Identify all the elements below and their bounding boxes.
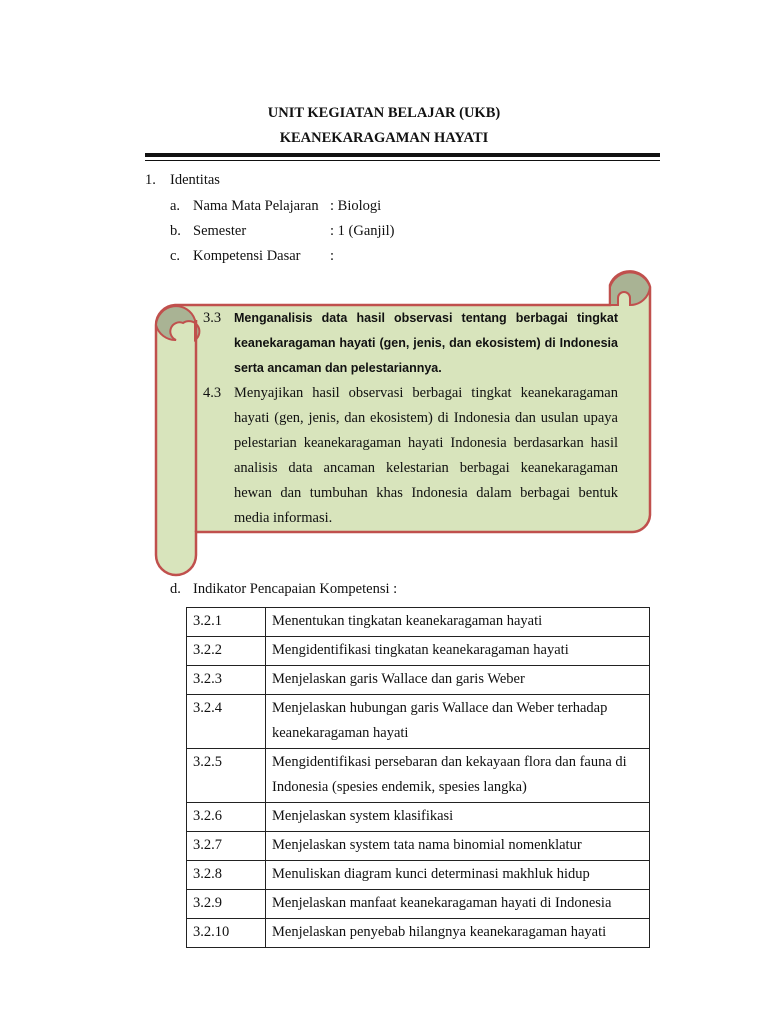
item-value: : 1 (Ganjil) bbox=[330, 223, 395, 239]
indicator-code: 3.2.5 bbox=[187, 749, 266, 803]
indikator-table bbox=[186, 607, 650, 948]
indicator-text: Mengidentifikasi tingkatan keanekaragaman hayati bbox=[266, 637, 650, 666]
indicator-code: 3.2.7 bbox=[187, 832, 266, 861]
item-letter: a. bbox=[170, 198, 181, 214]
indicator-code: 3.2.1 bbox=[187, 608, 266, 637]
section-label: Identitas bbox=[170, 172, 220, 188]
table-row bbox=[187, 608, 650, 637]
kd-number: 4.3 bbox=[203, 385, 222, 401]
item-value: : bbox=[330, 248, 335, 264]
indicator-text: Menjelaskan manfaat keanekaragaman hayati di Indonesia bbox=[266, 890, 650, 919]
indicator-code: 3.2.4 bbox=[187, 695, 266, 749]
item-label: Semester bbox=[193, 223, 247, 239]
table-row bbox=[187, 637, 650, 666]
item-label: Nama Mata Pelajaran bbox=[193, 198, 319, 214]
indicator-text: Menjelaskan garis Wallace dan garis Weber bbox=[266, 666, 650, 695]
indicator-text: Menjelaskan penyebab hilangnya keanekaragaman hayati bbox=[266, 919, 650, 948]
indicator-code: 3.2.3 bbox=[187, 666, 266, 695]
table-row bbox=[187, 803, 650, 832]
table-row bbox=[187, 749, 650, 803]
kompetensi-dasar-list bbox=[203, 306, 618, 531]
table-row bbox=[187, 861, 650, 890]
indicator-code: 3.2.2 bbox=[187, 637, 266, 666]
indicator-text: Mengidentifikasi persebaran dan kekayaan flora dan fauna di Indonesia (spesies endemik, spesies langka) bbox=[266, 749, 650, 803]
indicator-text: Menjelaskan system klasifikasi bbox=[266, 803, 650, 832]
kd-number: 3.3 bbox=[203, 310, 222, 326]
item-letter: d. bbox=[170, 581, 181, 597]
table-row bbox=[187, 832, 650, 861]
item-value: : Biologi bbox=[330, 198, 382, 214]
kd-item-4-3 bbox=[203, 381, 618, 531]
kd-item-3-3 bbox=[203, 306, 618, 381]
kd-text: Menyajikan hasil observasi berbagai tingkat keanekaragaman hayati (gen, jenis, dan ekosistem) di Indonesia dan usulan upaya pelestarian keanekaragaman hayati Indonesia berdasarkan hasil analisis data ancaman kelestarian berbagai keanekaragaman hewan dan tumbuhan khas Indonesia dalam berbagai bentuk media informasi. bbox=[234, 385, 618, 526]
indicator-code: 3.2.10 bbox=[187, 919, 266, 948]
document-subtitle: KEANEKARAGAMAN HAYATI bbox=[279, 130, 489, 146]
indicator-code: 3.2.8 bbox=[187, 861, 266, 890]
table-row bbox=[187, 695, 650, 749]
indicator-text: Menjelaskan hubungan garis Wallace dan Weber terhadap keanekaragaman hayati bbox=[266, 695, 650, 749]
item-letter: b. bbox=[170, 223, 181, 239]
indicator-text: Menentukan tingkatan keanekaragaman hayati bbox=[266, 608, 650, 637]
table-row bbox=[187, 890, 650, 919]
indicator-code: 3.2.6 bbox=[187, 803, 266, 832]
indikator-label: Indikator Pencapaian Kompetensi : bbox=[193, 581, 398, 597]
indicator-text: Menjelaskan system tata nama binomial nomenklatur bbox=[266, 832, 650, 861]
section-number: 1. bbox=[145, 172, 156, 188]
table-row bbox=[187, 919, 650, 948]
item-letter: c. bbox=[170, 248, 181, 264]
indicator-code: 3.2.9 bbox=[187, 890, 266, 919]
item-label: Kompetensi Dasar bbox=[193, 248, 301, 264]
table-row bbox=[187, 666, 650, 695]
indicator-text: Menuliskan diagram kunci determinasi makhluk hidup bbox=[266, 861, 650, 890]
document-title: UNIT KEGIATAN BELAJAR (UKB) bbox=[267, 105, 501, 121]
kd-text: Menganalisis data hasil observasi tentang berbagai tingkat keanekaragaman hayati (gen, jenis, dan ekosistem) di Indonesia serta ancaman dan pelestariannya. bbox=[234, 311, 618, 375]
